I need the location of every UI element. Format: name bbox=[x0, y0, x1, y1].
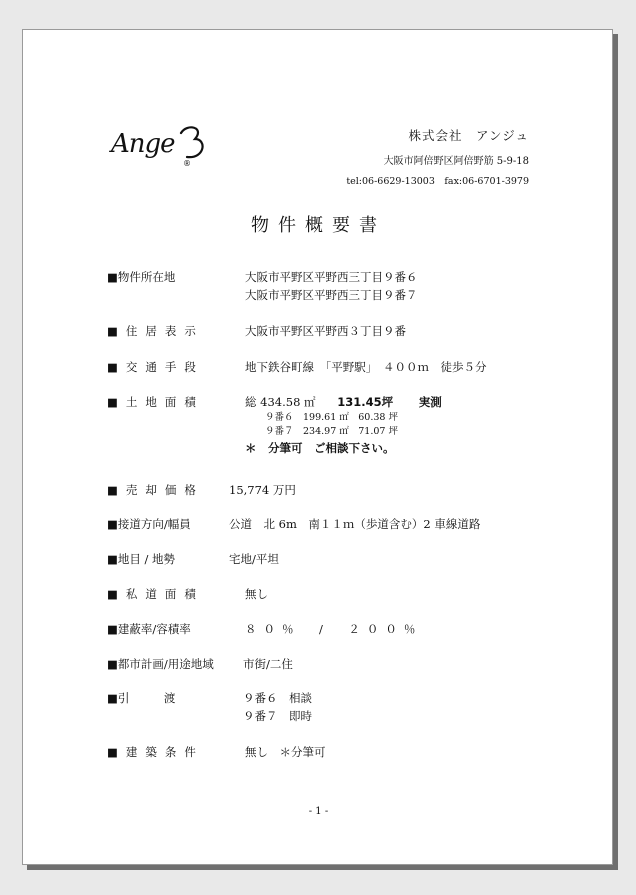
label-location: ■物件所在地 bbox=[107, 270, 176, 284]
value-private-road: 無し bbox=[245, 587, 268, 601]
page-number: - 1 - bbox=[308, 806, 329, 817]
label-handover: ■引 渡 bbox=[107, 691, 176, 705]
land-tsubo: 131.45坪 bbox=[337, 395, 394, 409]
label-zoning: ■都市計画/用途地域 bbox=[107, 657, 214, 671]
label-building-conditions: ■建築条件 bbox=[107, 745, 204, 759]
land-measured: 実測 bbox=[418, 395, 442, 409]
handover-line-2: ９番７ 即時 bbox=[243, 709, 312, 723]
land-total: 総 434.58 ㎡ bbox=[245, 395, 316, 409]
label-road: ■接道方向/幅員 bbox=[107, 517, 191, 531]
label-land-area: ■土地面積 bbox=[107, 395, 204, 409]
land-lot-2: ９番７ 234.97 ㎡ 71.07 坪 bbox=[265, 426, 398, 437]
label-coverage: ■建蔽率/容積率 bbox=[107, 622, 191, 636]
ange-logo bbox=[111, 125, 211, 175]
location-line-2: 大阪市平野区平野西三丁目９番７ bbox=[245, 288, 418, 302]
document-title: 物件概要書 bbox=[251, 215, 386, 236]
logo-text: Ange bbox=[111, 129, 175, 159]
label-price: ■売却価格 bbox=[107, 483, 204, 497]
location-line-1: 大阪市平野区平野西三丁目９番６ bbox=[245, 270, 418, 284]
document-page bbox=[22, 29, 613, 865]
value-residence: 大阪市平野区平野西３丁目９番 bbox=[245, 324, 406, 338]
value-handover bbox=[243, 689, 312, 725]
label-terrain: ■地目 / 地勢 bbox=[107, 552, 176, 566]
land-lot-1: ９番６ 199.61 ㎡ 60.38 坪 bbox=[265, 412, 398, 423]
value-transport: 地下鉄谷町線 「平野駅」 ４００ｍ 徒歩５分 bbox=[245, 360, 487, 374]
value-road: 公道 北 6m 南１１ｍ（歩道含む）2 車線道路 bbox=[229, 517, 481, 531]
value-location bbox=[245, 268, 418, 304]
value-zoning: 市街/二住 bbox=[243, 657, 293, 671]
company-contact: tel:06-6629-13003 fax:06-6701-3979 bbox=[346, 176, 529, 187]
value-terrain: 宅地/平坦 bbox=[229, 552, 279, 566]
label-private-road: ■私道面積 bbox=[107, 587, 204, 601]
label-residence: ■住居表示 bbox=[107, 324, 204, 338]
value-price: 15,774 万円 bbox=[229, 483, 296, 497]
label-transport: ■交通手段 bbox=[107, 360, 204, 374]
handover-line-1: ９番６ 相談 bbox=[243, 691, 312, 705]
value-building-conditions: 無し ＊分筆可 bbox=[245, 745, 326, 759]
value-coverage: ８０％ / ２００％ bbox=[245, 622, 423, 636]
land-note: ＊ 分筆可 ご相談下さい。 bbox=[245, 441, 395, 455]
logo-mark-icon bbox=[173, 125, 209, 165]
value-land-area bbox=[245, 393, 442, 457]
registered-mark: ® bbox=[183, 159, 191, 168]
company-address: 大阪市阿倍野区阿倍野筋 5-9-18 bbox=[383, 156, 529, 167]
company-name: 株式会社 アンジュ bbox=[408, 128, 529, 143]
company-info bbox=[346, 126, 529, 187]
